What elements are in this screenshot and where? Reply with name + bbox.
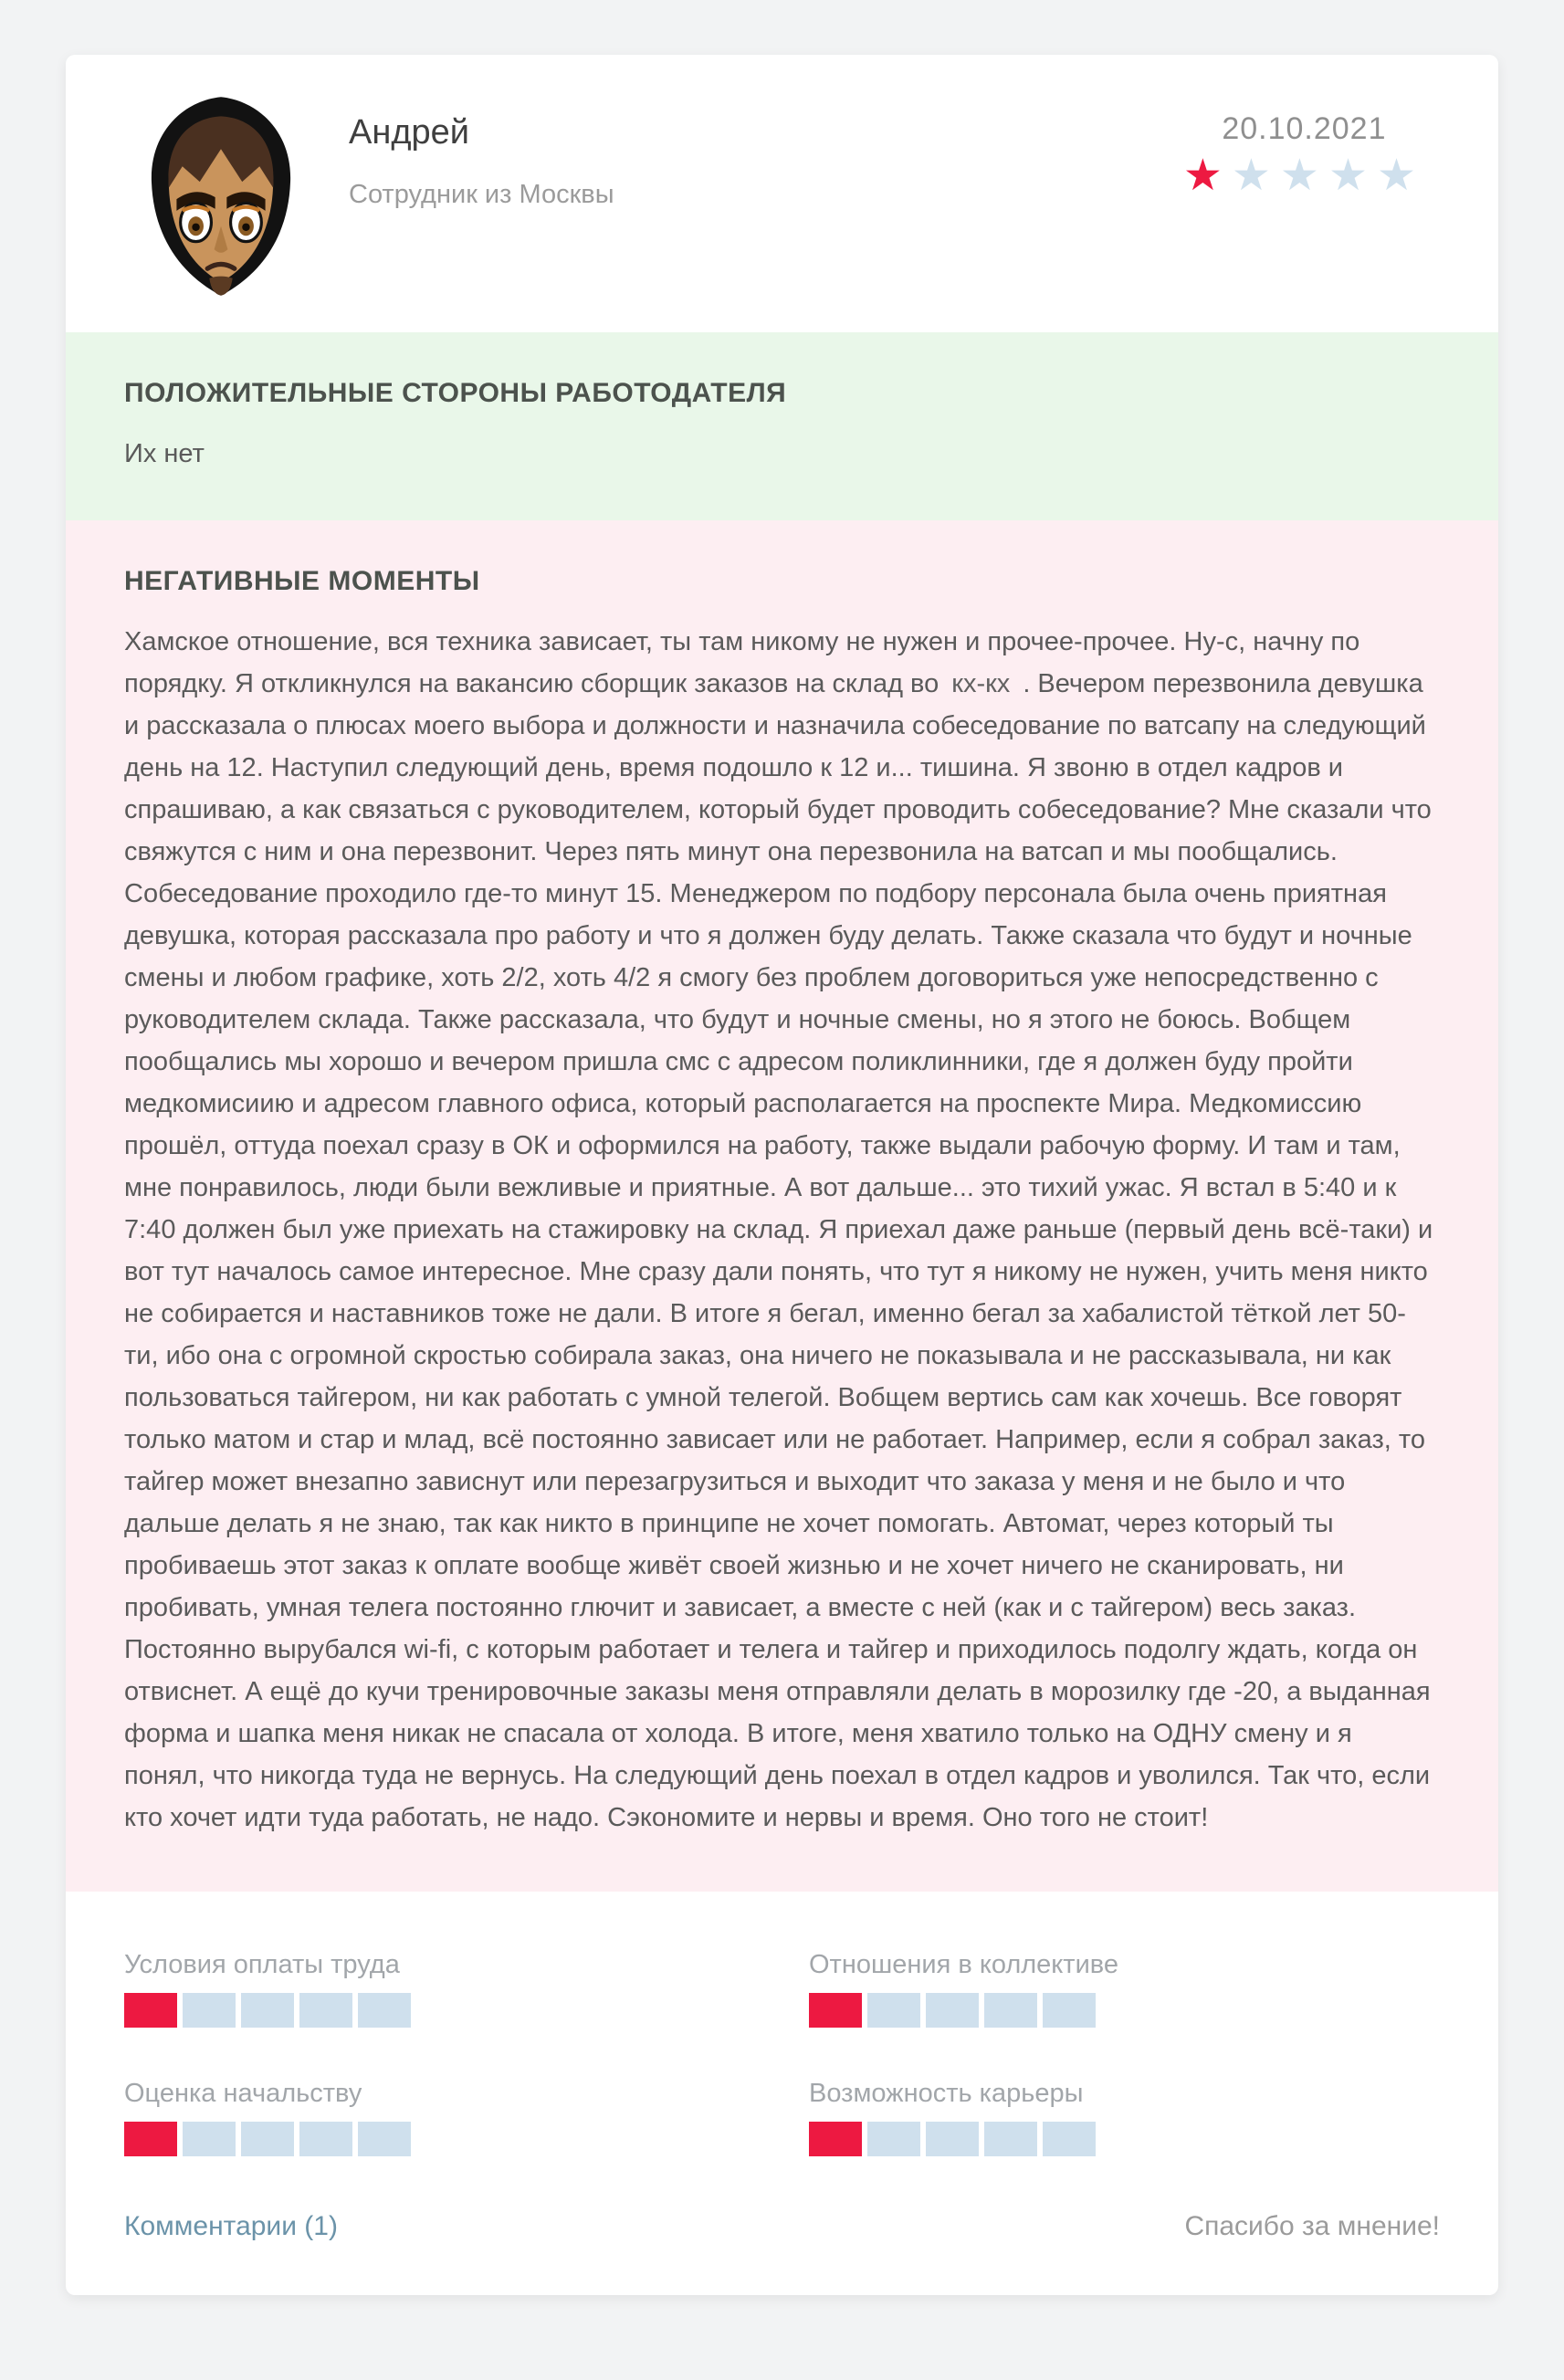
negative-section-text [124, 621, 1440, 1839]
positive-section [66, 332, 1498, 520]
rating-segment [984, 2122, 1037, 2156]
review-card [66, 55, 1498, 2295]
censored-company-name: кх-кх [951, 669, 1011, 698]
rating-segment [867, 1993, 920, 2028]
negative-text-before: Хамское отношение, вся техника зависает, ты там никому не нужен и прочее-прочее. Ну-с, начну по порядку. Я откликнулся на вакансию сборщик заказов на склад во [124, 627, 1360, 698]
rating-segment [241, 1993, 294, 2028]
reviewer-subtitle: Сотрудник из Москвы [349, 180, 614, 209]
positive-section-title: ПОЛОЖИТЕЛЬНЫЕ СТОРОНЫ РАБОТОДАТЕЛЯ [124, 378, 787, 408]
category-ratings [66, 1892, 1498, 2171]
review-meta [1183, 93, 1425, 198]
star-icon: ★ [1279, 152, 1328, 200]
category-rating-bar [124, 1993, 809, 2028]
reviewer-name: Андрей [349, 113, 469, 152]
rating-segment [124, 2122, 177, 2156]
category-rating [124, 1950, 809, 2028]
category-rating-bar [809, 1993, 1440, 2028]
positive-section-text: Их нет [124, 439, 205, 468]
star-icon: ★ [1328, 152, 1377, 200]
rating-segment [299, 1993, 352, 2028]
category-rating [809, 2079, 1440, 2156]
star-rating [1183, 154, 1425, 198]
rating-segment [241, 2122, 294, 2156]
negative-section [66, 520, 1498, 1892]
star-icon: ★ [1376, 152, 1425, 200]
category-rating-label: Оценка начальству [124, 2079, 362, 2108]
review-header [66, 55, 1498, 332]
category-rating [809, 1950, 1440, 2028]
thanks-label: Спасибо за мнение! [1184, 2211, 1440, 2241]
category-rating-label: Условия оплаты труда [124, 1950, 400, 1979]
rating-segment [358, 1993, 411, 2028]
review-footer [66, 2171, 1498, 2295]
rating-segment [1043, 2122, 1096, 2156]
rating-segment [299, 2122, 352, 2156]
negative-section-title: НЕГАТИВНЫЕ МОМЕНТЫ [124, 566, 480, 596]
reviewer-info [349, 93, 614, 210]
rating-segment [183, 2122, 236, 2156]
rating-segment [358, 2122, 411, 2156]
rating-segment [984, 1993, 1037, 2028]
category-rating [124, 2079, 809, 2156]
rating-segment [124, 1993, 177, 2028]
category-rating-label: Отношения в коллективе [809, 1950, 1118, 1979]
rating-segment [183, 1993, 236, 2028]
category-rating-label: Возможность карьеры [809, 2079, 1084, 2108]
angry-man-avatar-icon [124, 93, 318, 299]
star-icon: ★ [1182, 152, 1232, 200]
rating-segment [1043, 1993, 1096, 2028]
category-rating-bar [124, 2122, 809, 2156]
review-date: 20.10.2021 [1222, 111, 1387, 146]
rating-segment [926, 2122, 979, 2156]
category-rating-bar [809, 2122, 1440, 2156]
rating-segment [809, 2122, 862, 2156]
negative-text-after: . Вечером перезвонила девушка и рассказала о плюсах моего выбора и должности и назначила собеседование по ватсапу на следующий день на 12. Наступил следующий день, время подошло к 12 и... тишина. Я звоню в отдел кадров и спрашиваю, а как связаться с руководителем, который будет проводить собеседование? Мне сказали что свяжутся с ним и она перезвонит. Через пять минут она перезвонила на ватсап и мы пообщались. Собеседование проходило где-то минут 15. Менеджером по подбору персонала была очень приятная девушка, которая рассказала про работу и что я должен буду делать. Также сказала что будут и ночные смены и любом графике, хоть 2/2, хоть 4/2 я смогу без проблем договориться уже непосредственно с руководителем склада. Также рассказала, что будут и ночные смены, но я этого не боюсь. Вобщем пообщались мы хорошо и вечером пришла смс с адресом поликлинники, где я должен буду пройти медкомисиию и адресом главного офиса, который располагается на проспекте Мира. Медкомиссию прошёл, оттуда поехал сразу в ОК и оформился на работу, также выдали рабочую форму. И там и там, мне понравилось, люди были вежливые и приятные. А вот дальше... это тихий ужас. Я встал в 5:40 и к 7:40 должен был уже приехать на стажировку на склад. Я приехал даже раньше (первый день всё-таки) и вот тут началось самое интересное. Мне сразу дали понять, что тут я никому не нужен, учить меня никто не собирается и наставников тоже не дали. В итоге я бегал, именно бегал за хабалистой тёткой лет 50-ти, ибо она с огромной скростью собирала заказ, она ничего не показывала и не рассказывала, ни как пользоваться тайгером, ни как работать с умной телегой. Вобщем вертись сам как хочешь. Все говорят только матом и стар и млад, всё постоянно зависает или не работает. Например, если я собрал заказ, то тайгер может внезапно зависнут или перезагрузиться и выходит что заказа у меня и не было и что дальше делать я не знаю, так как никто в принципе не хочет помогать. Автомат, через который ты пробиваешь этот заказ к оплате вообще живёт своей жизнью и не хочет ничего не сканировать, ни пробивать, умная телега постоянно глючит и зависает, а вместе с ней (как и с тайгером) весь заказ. Постоянно вырубался wi-fi, с которым работает и телега и тайгер и приходилось подолгу ждать, когда он отвиснет. А ещё до кучи тренировочные заказы меня отправляли делать в морозилку где -20, а выданная форма и шапка меня никак не спасала от холода. В итоге, меня хватило только на ОДНУ смену и я понял, что никогда туда не вернусь. На следующий день поехал в отдел кадров и уволился. Так что, если кто хочет идти туда работать, не надо. Сэкономите и нервы и время. Оно того не стоит! [124, 669, 1433, 1832]
rating-segment [809, 1993, 862, 2028]
comments-link[interactable]: Комментарии (1) [124, 2211, 338, 2241]
rating-segment [926, 1993, 979, 2028]
star-icon: ★ [1231, 152, 1280, 200]
rating-segment [867, 2122, 920, 2156]
